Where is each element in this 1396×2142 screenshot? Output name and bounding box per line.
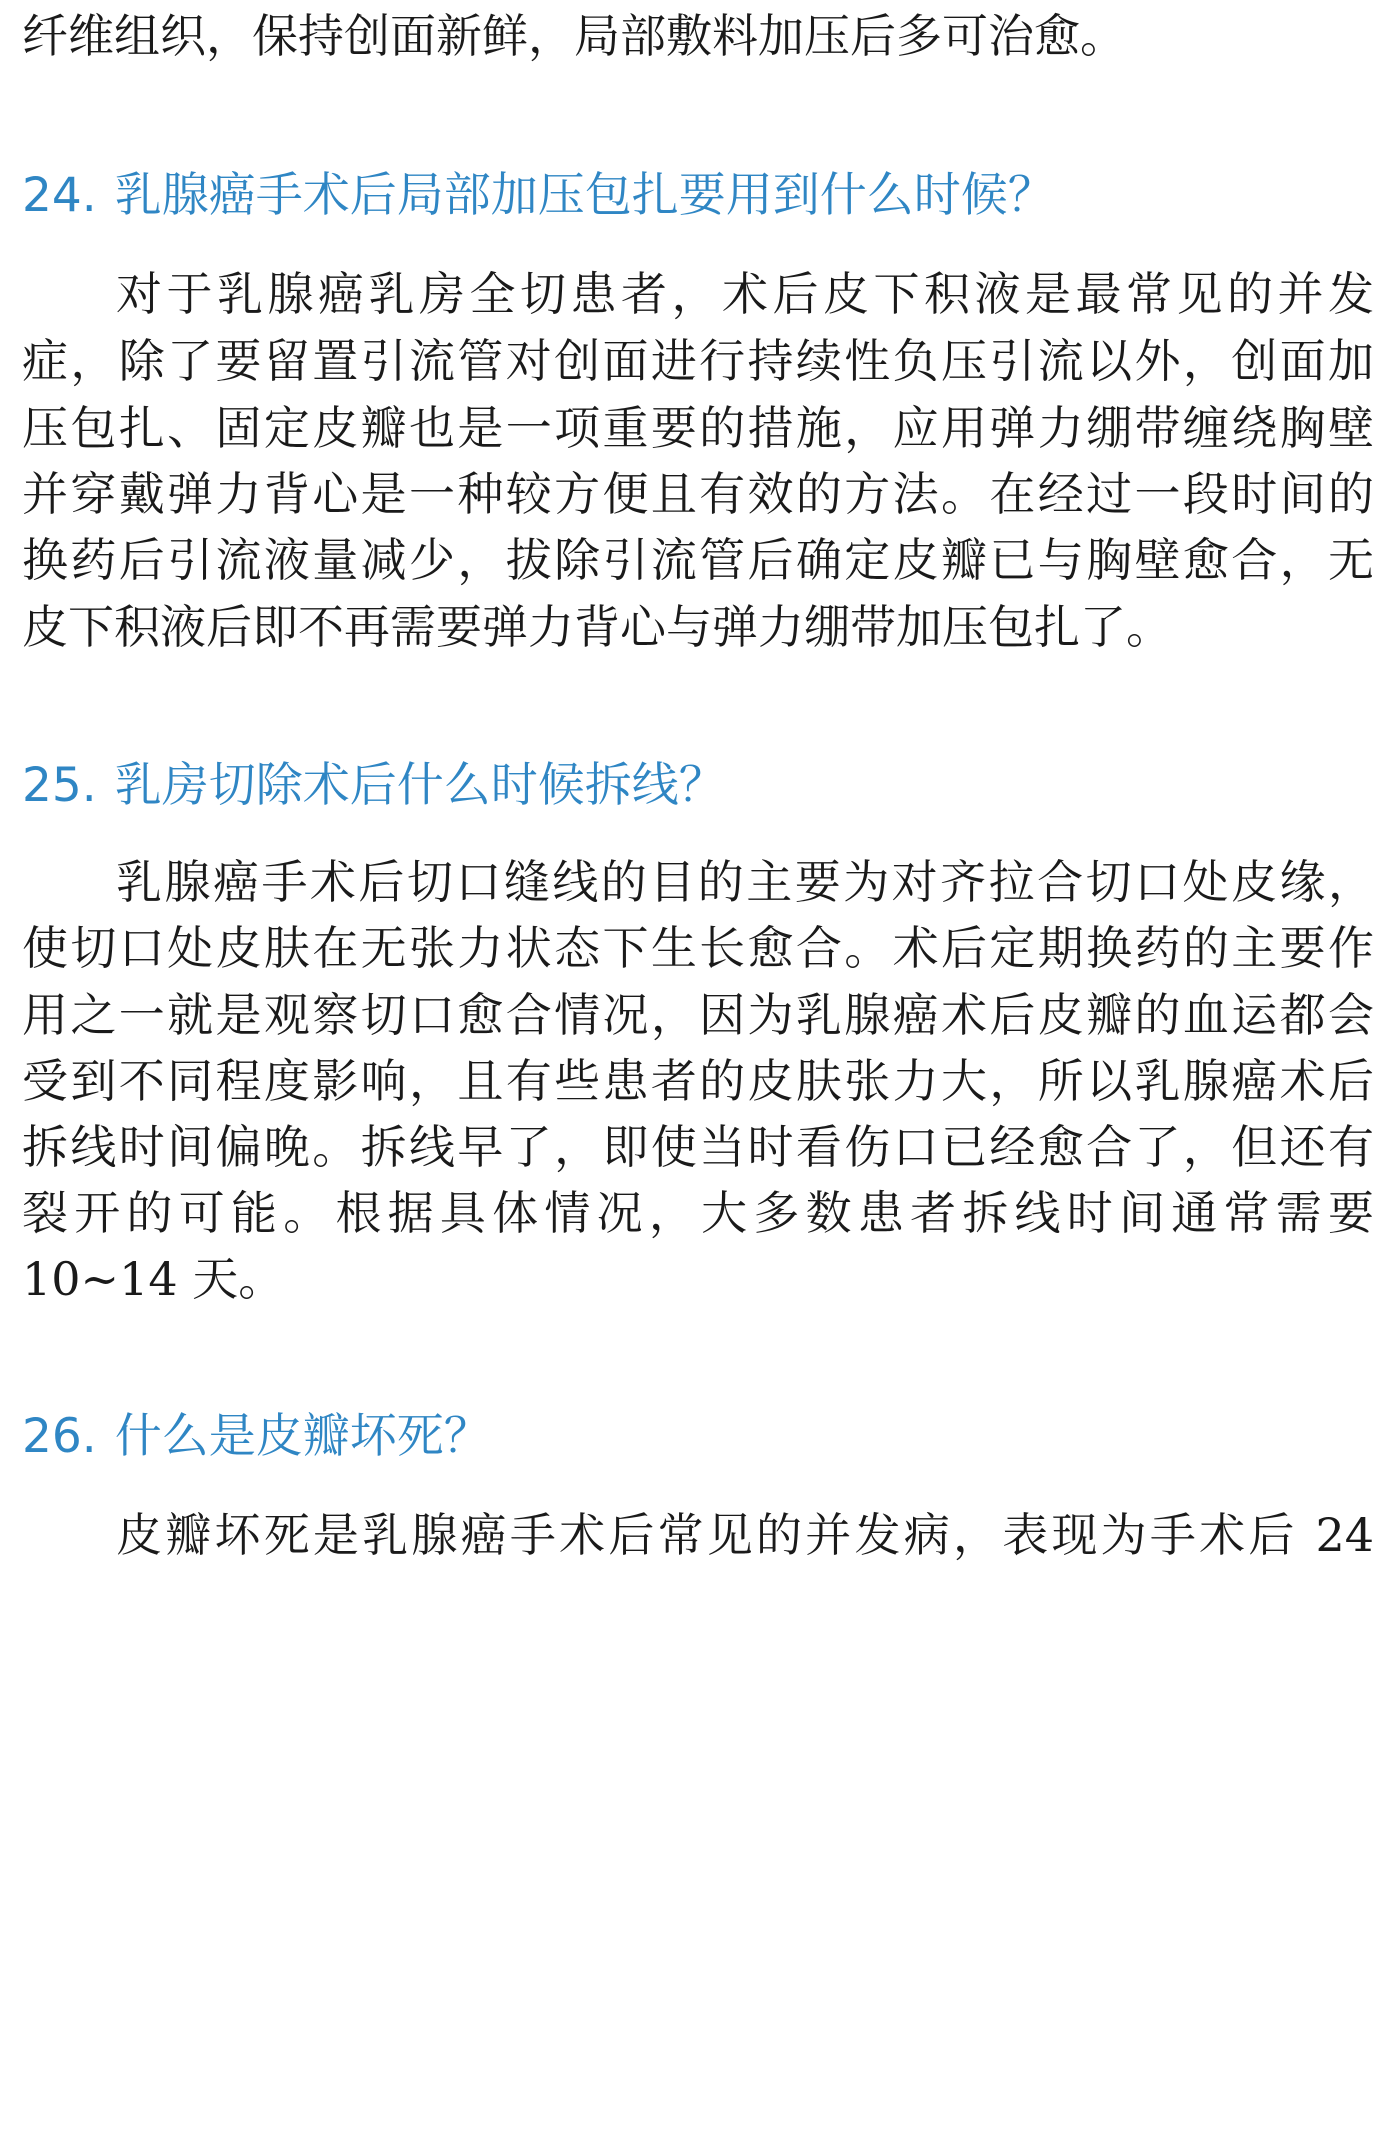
question-25-title: 乳房切除术后什么时候拆线？ [114, 758, 726, 813]
document-page [22, 0, 1374, 2142]
question-24-heading [22, 164, 1374, 228]
q25-paragraph-line: 受到不同程度影响，且有些患者的皮肤张力大，所以乳腺癌术后 [22, 1054, 1374, 1108]
q24-paragraph-line: 皮下积液后即不再需要弹力背心与弹力绷带加压包扎了。 [22, 600, 1172, 654]
q25-paragraph-line: 裂开的可能。根据具体情况，大多数患者拆线时间通常需要 [22, 1186, 1374, 1240]
intro-paragraph-line: 纤维组织，保持创面新鲜，局部敷料加压后多可治愈。 [22, 9, 1126, 63]
q25-paragraph-line: 乳腺癌手术后切口缝线的目的主要为对齐拉合切口处皮缘， [116, 855, 1374, 909]
q24-paragraph-line: 并穿戴弹力背心是一种较方便且有效的方法。在经过一段时间的 [22, 467, 1374, 521]
question-26-number: 26. [22, 1409, 97, 1464]
question-25-number: 25. [22, 758, 97, 813]
q24-paragraph-line: 压包扎、固定皮瓣也是一项重要的措施，应用弹力绷带缠绕胸壁 [22, 401, 1374, 455]
q26-paragraph-line: 皮瓣坏死是乳腺癌手术后常见的并发病，表现为手术后 24 [116, 1508, 1374, 1562]
q24-paragraph-line: 换药后引流液量减少，拔除引流管后确定皮瓣已与胸壁愈合，无 [22, 533, 1374, 587]
question-26-heading [22, 1405, 1374, 1469]
q24-paragraph-line: 对于乳腺癌乳房全切患者，术后皮下积液是最常见的并发 [116, 267, 1374, 321]
question-24-number: 24. [22, 168, 97, 223]
q25-paragraph-line: 用之一就是观察切口愈合情况，因为乳腺癌术后皮瓣的血运都会 [22, 988, 1374, 1042]
q25-paragraph-line: 使切口处皮肤在无张力状态下生长愈合。术后定期换药的主要作 [22, 921, 1374, 975]
q25-paragraph-line: 拆线时间偏晚。拆线早了，即使当时看伤口已经愈合了，但还有 [22, 1120, 1374, 1174]
question-25-heading [22, 754, 1374, 818]
q24-paragraph-line: 症，除了要留置引流管对创面进行持续性负压引流以外，创面加 [22, 334, 1374, 388]
question-26-title: 什么是皮瓣坏死？ [114, 1409, 491, 1464]
question-24-title: 乳腺癌手术后局部加压包扎要用到什么时候？ [114, 168, 1055, 223]
q25-paragraph-line: 10~14 天。 [22, 1252, 285, 1306]
